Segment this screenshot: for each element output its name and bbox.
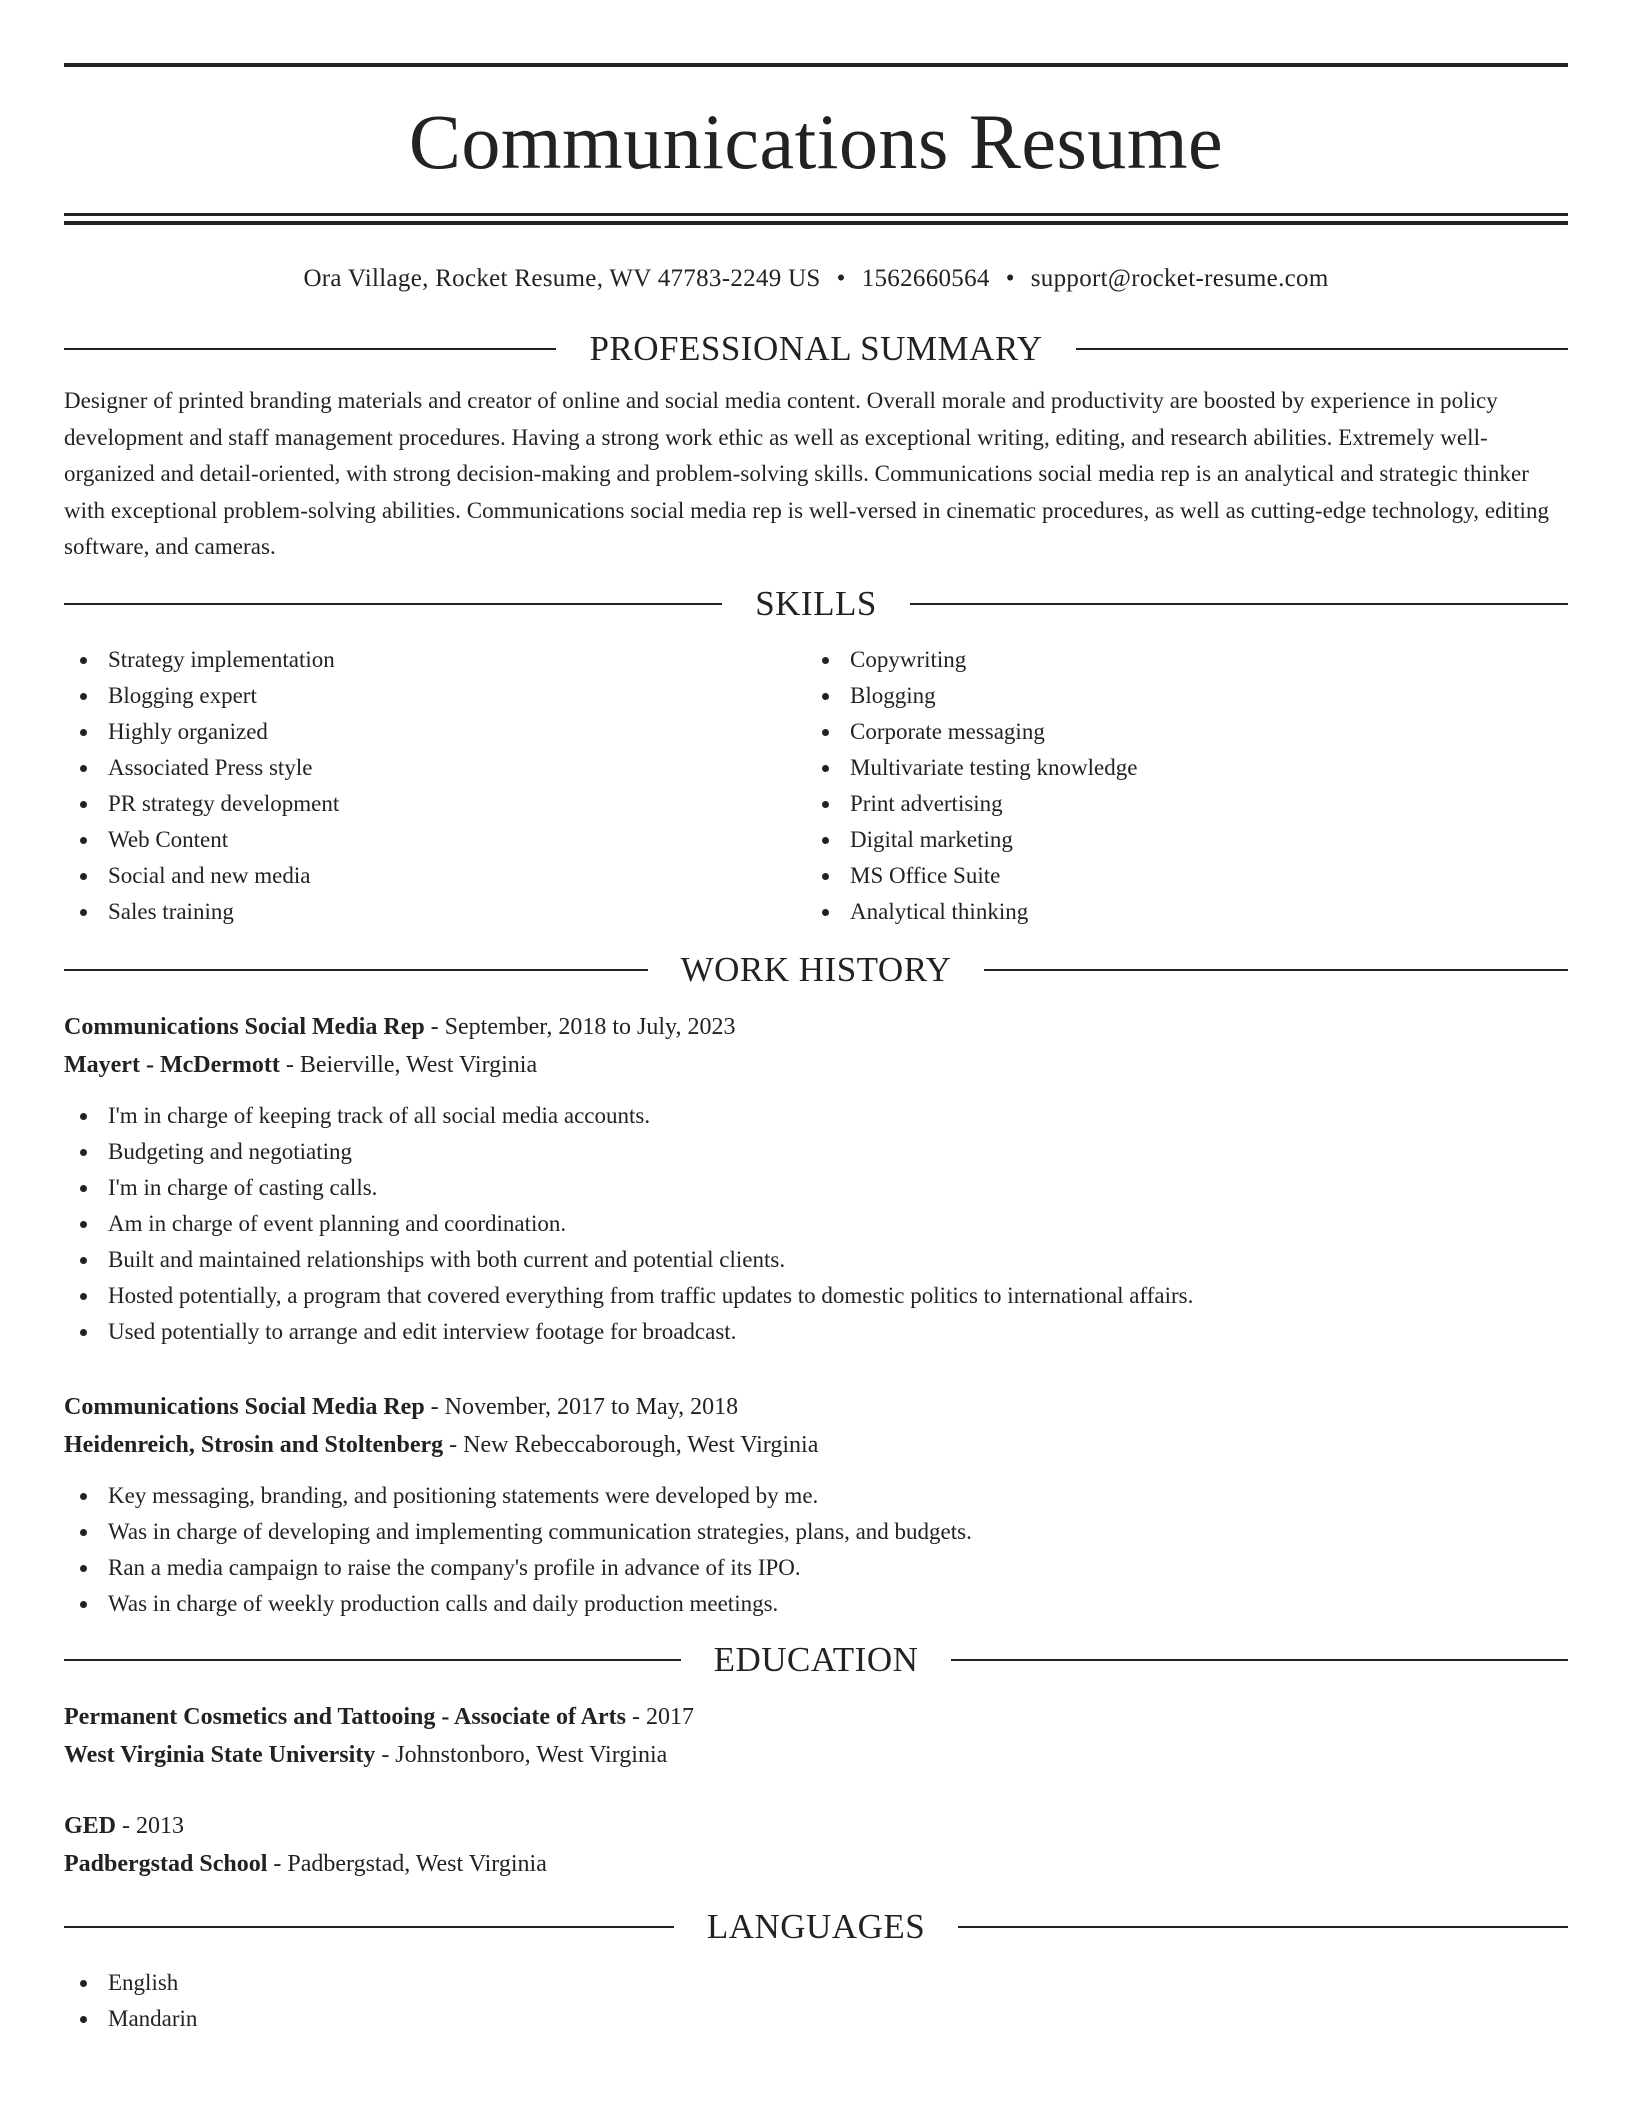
job-entry [64,1008,1568,1350]
contact-email[interactable]: support@rocket-resume.com [1030,265,1329,292]
divider-line [64,603,722,605]
school: West Virginia State University [64,1741,376,1768]
school-location: - Johnstonboro, West Virginia [375,1741,668,1768]
list-item: Digital marketing [806,822,1548,858]
skills-column-right [806,642,1548,930]
divider-line [64,1926,674,1928]
job-location: - New Rebeccaborough, West Virginia [443,1431,819,1458]
contact-address: Ora Village, Rocket Resume, WV 47783-2249 US [303,265,821,292]
divider-line [64,1659,681,1661]
degree-line [64,1807,1568,1845]
section-header-skills [64,578,1568,630]
degree-year: - 2017 [625,1703,694,1730]
list-item: Hosted potentially, a program that covered everything from traffic updates to domestic politics to international affairs. [64,1278,1568,1314]
section-header-work [64,944,1568,996]
job-title-line [64,1388,1568,1426]
divider-line [984,969,1568,971]
divider-line [1076,348,1568,350]
education-entry [64,1698,1568,1774]
list-item: PR strategy development [64,786,806,822]
school-line [64,1736,1568,1774]
list-item: Corporate messaging [806,714,1548,750]
education-entry [64,1807,1568,1883]
degree-line [64,1698,1568,1736]
resume-title: Communications Resume [408,98,1224,185]
job-duties [64,1478,1568,1622]
list-item: MS Office Suite [806,858,1548,894]
section-title: EDUCATION [713,1639,919,1679]
list-item: Mandarin [64,2001,1568,2037]
job-dates: - November, 2017 to May, 2018 [424,1393,739,1420]
list-item: I'm in charge of casting calls. [64,1170,1568,1206]
job-dates: - September, 2018 to July, 2023 [424,1013,736,1040]
section-header-summary [64,323,1568,375]
list-item: Web Content [64,822,806,858]
section-title: PROFESSIONAL SUMMARY [589,329,1043,368]
section-header-education [64,1634,1568,1686]
list-item: Blogging expert [64,678,806,714]
divider-line [958,1926,1568,1928]
school: Padbergstad School [64,1850,268,1877]
list-item: Multivariate testing knowledge [806,750,1548,786]
list-item: Analytical thinking [806,894,1548,930]
job-title-line [64,1008,1568,1046]
list-item: English [64,1965,1568,2001]
skills-grid [64,642,1568,930]
list-item: Was in charge of weekly production calls and daily production meetings. [64,1586,1568,1622]
contact-line [64,259,1568,299]
list-item: Ran a media campaign to raise the company's profile in advance of its IPO. [64,1550,1568,1586]
list-item: Budgeting and negotiating [64,1134,1568,1170]
list-item: Strategy implementation [64,642,806,678]
job-company: Heidenreich, Strosin and Stoltenberg [64,1431,444,1458]
divider-line [64,969,648,971]
job-company-line [64,1426,1568,1464]
resume-page [64,0,1568,2037]
section-title: SKILLS [755,583,877,623]
list-item: Am in charge of event planning and coordination. [64,1206,1568,1242]
job-company: Mayert - McDermott [64,1051,280,1078]
list-item: Built and maintained relationships with both current and potential clients. [64,1242,1568,1278]
languages-list [64,1965,1568,2037]
job-title: Communications Social Media Rep [64,1393,425,1420]
degree: Permanent Cosmetics and Tattooing - Associate of Arts [64,1703,626,1730]
job-duties [64,1098,1568,1350]
school-location: - Padbergstad, West Virginia [267,1850,547,1877]
list-item: Print advertising [806,786,1548,822]
divider-line [910,603,1568,605]
list-item: Social and new media [64,858,806,894]
contact-phone: 1562660564 [861,265,990,292]
skills-column-left [64,642,806,930]
list-item: Blogging [806,678,1548,714]
degree: GED [64,1812,117,1839]
list-item: Key messaging, branding, and positioning statements were developed by me. [64,1478,1568,1514]
school-line [64,1845,1568,1883]
divider-line [64,348,556,350]
job-location: - Beierville, West Virginia [279,1051,538,1078]
header-top-rule [64,63,1568,67]
contact-separator: • [1005,265,1015,292]
contact-separator: • [836,265,846,292]
job-entry [64,1388,1568,1622]
job-company-line [64,1046,1568,1084]
list-item: Was in charge of developing and implementing communication strategies, plans, and budgets. [64,1514,1568,1550]
job-title: Communications Social Media Rep [64,1013,425,1040]
summary-text: Designer of printed branding materials and creator of online and social media content. Overall morale and productivity are boosted by experience in policy development and staff management procedures. Having a strong work ethic as well as exceptional writing, editing, and research abilities. Extremely well-organized and detail-oriented, with strong decision-making and problem-solving skills. Communications social media rep is an analytical and strategic thinker with exceptional problem-solving abilities. Communications social media rep is well-versed in cinematic procedures, as well as cutting-edge technology, editing software, and cameras. [64,388,1550,559]
list-item: Copywriting [806,642,1548,678]
list-item: Used potentially to arrange and edit interview footage for broadcast. [64,1314,1568,1350]
degree-year: - 2013 [116,1812,185,1839]
list-item: Highly organized [64,714,806,750]
list-item: Associated Press style [64,750,806,786]
list-item: I'm in charge of keeping track of all social media accounts. [64,1098,1568,1134]
divider-line [951,1659,1568,1661]
list-item: Sales training [64,894,806,930]
section-title: WORK HISTORY [680,949,952,989]
section-title: LANGUAGES [706,1906,926,1946]
header-double-rule [64,213,1568,225]
section-header-languages [64,1901,1568,1953]
